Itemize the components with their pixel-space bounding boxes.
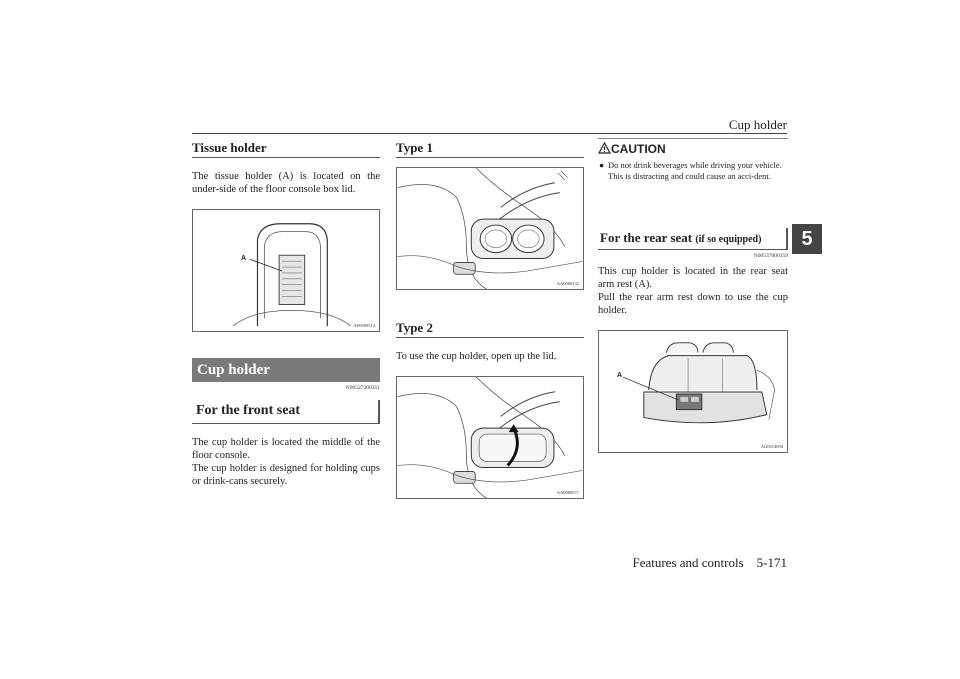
type2-cup-holder-illustration — [397, 377, 583, 498]
footer-page: Features and controls 5-171 — [632, 555, 787, 570]
rear-seat-illustration — [599, 331, 787, 452]
header-rule — [192, 133, 787, 134]
caution-title: CAUTION — [611, 142, 666, 156]
type1-rule — [396, 157, 584, 158]
figure-code: AF0009514 — [353, 323, 375, 328]
type2-heading: Type 2 — [396, 320, 433, 335]
rear-seat-text-2: Pull the rear arm rest down to use the cup holder. — [598, 292, 788, 316]
warning-triangle-icon — [598, 142, 611, 154]
rear-seat-heading-text: For the rear seat — [600, 230, 693, 245]
front-seat-text-1: The cup holder is located the middle of the floor console. — [192, 437, 380, 461]
section-code: N00537000159 — [753, 253, 788, 259]
header-title: Cup holder — [728, 117, 787, 132]
type2-rule — [396, 337, 584, 338]
figure-code: AG0014094 — [760, 444, 783, 449]
type2-figure — [396, 376, 584, 499]
caution-heading — [598, 142, 788, 156]
tissue-heading-rule — [192, 157, 380, 158]
type2-text: To use the cup holder, open up the lid. — [396, 351, 557, 362]
caution-item — [599, 160, 788, 182]
rear-seat-heading-note: (if so equipped) — [695, 234, 762, 245]
section-code: N00527300351 — [345, 385, 380, 391]
rear-seat-figure — [598, 330, 788, 453]
tissue-holder-figure — [192, 209, 380, 332]
front-seat-heading: For the front seat — [192, 400, 380, 424]
bullet-icon: ● — [599, 160, 605, 170]
tissue-holder-heading: Tissue holder — [192, 140, 267, 155]
chapter-tab: 5 — [792, 224, 822, 254]
front-seat-text-2: The cup holder is designed for holding cups or drink-cans securely. — [192, 463, 380, 487]
figure-callout-a: A — [617, 372, 623, 379]
type1-cup-holder-illustration — [397, 168, 583, 289]
tissue-holder-illustration — [193, 210, 379, 331]
type1-heading: Type 1 — [396, 140, 433, 155]
rear-seat-text-1: This cup holder is located in the rear seat arm rest (A). — [598, 266, 788, 290]
figure-callout-a: A — [241, 255, 247, 262]
figure-code: AA0068132 — [556, 281, 579, 286]
cup-holder-banner: Cup holder — [192, 358, 380, 382]
caution-box — [598, 138, 788, 211]
rear-seat-heading — [598, 228, 788, 250]
caution-text: Do not drink beverages while driving your vehicle. This is distracting and could cause an acci-dent. — [608, 160, 782, 181]
tissue-holder-text: The tissue holder (A) is located on the under-side of the floor console box lid. — [192, 171, 380, 195]
type1-figure — [396, 167, 584, 290]
figure-code: AA0080071 — [556, 490, 579, 495]
